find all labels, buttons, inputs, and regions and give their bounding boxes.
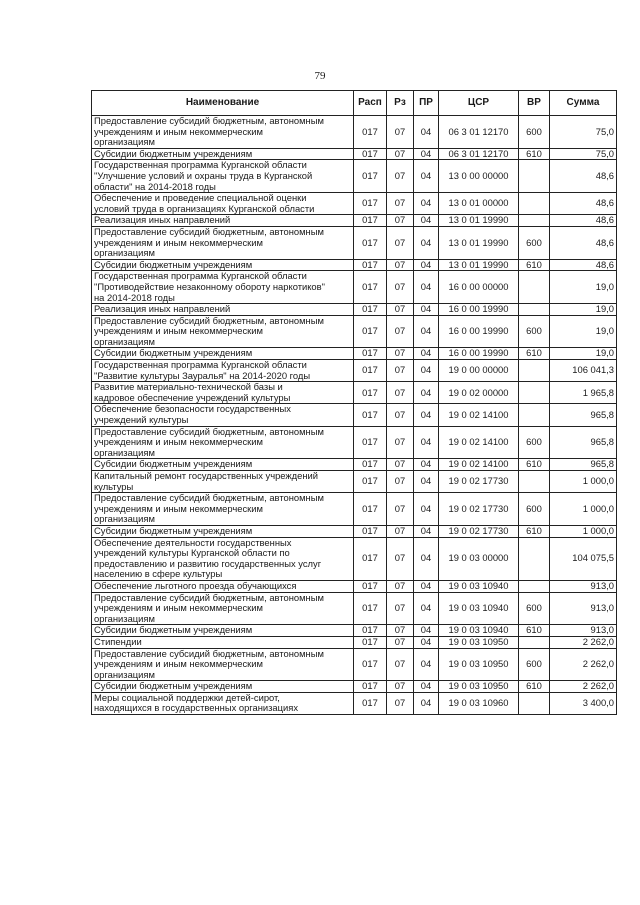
- cell-rasp: 017: [354, 592, 387, 625]
- page-number: 79: [314, 70, 326, 82]
- table-row: [92, 259, 617, 271]
- cell-vr: [519, 215, 550, 227]
- cell-pr: 04: [414, 592, 439, 625]
- cell-name: Стипендии: [92, 636, 354, 648]
- table-row: [92, 692, 617, 714]
- cell-rz: 07: [387, 315, 414, 348]
- cell-name: Государственная программа Курганской области "Улучшение условий и охраны труда в Курганской области" на 2014-2018 годы: [92, 160, 354, 193]
- header-name: Наименование: [92, 91, 354, 116]
- cell-csr: 19 0 02 00000: [439, 382, 519, 404]
- cell-name: Государственная программа Курганской области "Развитие культуры Зауралья" на 2014-2020 годы: [92, 360, 354, 382]
- cell-sum: 913,0: [550, 580, 617, 592]
- cell-rasp: 017: [354, 360, 387, 382]
- cell-rasp: 017: [354, 271, 387, 304]
- table-row: [92, 215, 617, 227]
- table-row: [92, 160, 617, 193]
- cell-pr: 04: [414, 580, 439, 592]
- cell-name: Предоставление субсидий бюджетным, автономным учреждениям и иным некоммерческим организациям: [92, 116, 354, 149]
- budget-table: [91, 90, 617, 715]
- cell-vr: 610: [519, 681, 550, 693]
- cell-csr: 19 0 02 17730: [439, 471, 519, 493]
- table-row: [92, 116, 617, 149]
- cell-rz: 07: [387, 636, 414, 648]
- table-row: [92, 592, 617, 625]
- cell-vr: 600: [519, 315, 550, 348]
- cell-vr: 610: [519, 348, 550, 360]
- cell-rz: 07: [387, 160, 414, 193]
- cell-pr: 04: [414, 648, 439, 681]
- table-row: [92, 681, 617, 693]
- cell-csr: 13 0 01 19990: [439, 215, 519, 227]
- cell-csr: 19 0 03 10950: [439, 636, 519, 648]
- table-row: [92, 525, 617, 537]
- cell-rasp: 017: [354, 193, 387, 215]
- cell-pr: 04: [414, 315, 439, 348]
- table-row: [92, 426, 617, 459]
- cell-sum: 2 262,0: [550, 681, 617, 693]
- cell-rasp: 017: [354, 636, 387, 648]
- cell-pr: 04: [414, 193, 439, 215]
- cell-sum: 965,8: [550, 459, 617, 471]
- cell-name: Реализация иных направлений: [92, 215, 354, 227]
- cell-vr: 610: [519, 148, 550, 160]
- cell-vr: 600: [519, 116, 550, 149]
- cell-name: Предоставление субсидий бюджетным, автономным учреждениям и иным некоммерческим организациям: [92, 426, 354, 459]
- cell-name: Реализация иных направлений: [92, 304, 354, 316]
- cell-pr: 04: [414, 525, 439, 537]
- cell-pr: 04: [414, 636, 439, 648]
- cell-rasp: 017: [354, 681, 387, 693]
- cell-vr: [519, 580, 550, 592]
- cell-name: Предоставление субсидий бюджетным, автономным учреждениям и иным некоммерческим организациям: [92, 648, 354, 681]
- cell-rz: 07: [387, 148, 414, 160]
- header-pr: ПР: [414, 91, 439, 116]
- cell-rz: 07: [387, 404, 414, 426]
- cell-rasp: 017: [354, 215, 387, 227]
- cell-pr: 04: [414, 304, 439, 316]
- table-row: [92, 471, 617, 493]
- cell-csr: 19 0 02 17730: [439, 525, 519, 537]
- cell-vr: 610: [519, 625, 550, 637]
- cell-vr: [519, 404, 550, 426]
- cell-sum: 1 000,0: [550, 493, 617, 526]
- cell-rasp: 017: [354, 116, 387, 149]
- cell-name: Субсидии бюджетным учреждениям: [92, 348, 354, 360]
- cell-sum: 2 262,0: [550, 648, 617, 681]
- cell-rasp: 017: [354, 259, 387, 271]
- cell-pr: 04: [414, 493, 439, 526]
- cell-vr: 600: [519, 226, 550, 259]
- cell-name: Субсидии бюджетным учреждениям: [92, 259, 354, 271]
- table-row: [92, 636, 617, 648]
- cell-rz: 07: [387, 471, 414, 493]
- cell-pr: 04: [414, 537, 439, 580]
- cell-sum: 48,6: [550, 215, 617, 227]
- table-row: [92, 226, 617, 259]
- cell-rz: 07: [387, 681, 414, 693]
- cell-csr: 16 0 00 19990: [439, 348, 519, 360]
- cell-rz: 07: [387, 525, 414, 537]
- cell-sum: 106 041,3: [550, 360, 617, 382]
- table-row: [92, 493, 617, 526]
- cell-csr: 16 0 00 00000: [439, 271, 519, 304]
- table-row: [92, 625, 617, 637]
- cell-csr: 19 0 02 17730: [439, 493, 519, 526]
- cell-sum: 1 965,8: [550, 382, 617, 404]
- cell-csr: 13 0 01 00000: [439, 193, 519, 215]
- cell-pr: 04: [414, 148, 439, 160]
- cell-pr: 04: [414, 459, 439, 471]
- cell-rasp: 017: [354, 304, 387, 316]
- cell-name: Предоставление субсидий бюджетным, автономным учреждениям и иным некоммерческим организациям: [92, 226, 354, 259]
- cell-rasp: 017: [354, 404, 387, 426]
- cell-csr: 19 0 03 10940: [439, 592, 519, 625]
- cell-vr: [519, 193, 550, 215]
- cell-rasp: 017: [354, 493, 387, 526]
- cell-sum: 965,8: [550, 426, 617, 459]
- cell-csr: 13 0 01 19990: [439, 226, 519, 259]
- cell-rz: 07: [387, 271, 414, 304]
- cell-csr: 19 0 02 14100: [439, 459, 519, 471]
- cell-rz: 07: [387, 625, 414, 637]
- table-row: [92, 148, 617, 160]
- cell-pr: 04: [414, 226, 439, 259]
- table-row: [92, 193, 617, 215]
- cell-vr: [519, 382, 550, 404]
- cell-pr: 04: [414, 116, 439, 149]
- cell-name: Обеспечение и проведение специальной оценки условий труда в организациях Курганской области: [92, 193, 354, 215]
- table-row: [92, 459, 617, 471]
- header-vr: ВР: [519, 91, 550, 116]
- cell-csr: 19 0 03 10960: [439, 692, 519, 714]
- cell-vr: 610: [519, 525, 550, 537]
- cell-rasp: 017: [354, 648, 387, 681]
- cell-pr: 04: [414, 348, 439, 360]
- cell-rz: 07: [387, 360, 414, 382]
- cell-pr: 04: [414, 625, 439, 637]
- cell-vr: 600: [519, 493, 550, 526]
- table-row: [92, 537, 617, 580]
- cell-name: Развитие материально-технической базы и кадровое обеспечение учреждений культуры: [92, 382, 354, 404]
- cell-csr: 19 0 03 10940: [439, 625, 519, 637]
- cell-vr: [519, 304, 550, 316]
- cell-csr: 06 3 01 12170: [439, 148, 519, 160]
- cell-name: Предоставление субсидий бюджетным, автономным учреждениям и иным некоммерческим организациям: [92, 592, 354, 625]
- table-header-row: [92, 91, 617, 116]
- cell-pr: 04: [414, 681, 439, 693]
- table-row: [92, 271, 617, 304]
- cell-csr: 19 0 03 10950: [439, 648, 519, 681]
- table-row: [92, 404, 617, 426]
- cell-vr: [519, 471, 550, 493]
- cell-rasp: 017: [354, 692, 387, 714]
- cell-csr: 19 0 02 14100: [439, 404, 519, 426]
- cell-sum: 19,0: [550, 315, 617, 348]
- cell-name: Обеспечение деятельности государственных учреждений культуры Курганской области по предоставлению и развитию государственных услуг населению в сфере культуры: [92, 537, 354, 580]
- cell-csr: 19 0 03 10940: [439, 580, 519, 592]
- cell-rz: 07: [387, 692, 414, 714]
- cell-pr: 04: [414, 215, 439, 227]
- cell-rasp: 017: [354, 148, 387, 160]
- cell-rasp: 017: [354, 426, 387, 459]
- cell-vr: 610: [519, 459, 550, 471]
- cell-vr: [519, 360, 550, 382]
- cell-pr: 04: [414, 271, 439, 304]
- cell-rz: 07: [387, 116, 414, 149]
- cell-pr: 04: [414, 259, 439, 271]
- cell-sum: 3 400,0: [550, 692, 617, 714]
- cell-csr: 16 0 00 19990: [439, 304, 519, 316]
- cell-sum: 48,6: [550, 193, 617, 215]
- cell-rasp: 017: [354, 226, 387, 259]
- cell-vr: 600: [519, 592, 550, 625]
- cell-pr: 04: [414, 160, 439, 193]
- cell-name: Государственная программа Курганской области "Противодействие незаконному обороту наркотиков" на 2014-2018 годы: [92, 271, 354, 304]
- table-row: [92, 360, 617, 382]
- table-row: [92, 315, 617, 348]
- cell-rasp: 017: [354, 459, 387, 471]
- cell-sum: 1 000,0: [550, 525, 617, 537]
- cell-csr: 13 0 01 19990: [439, 259, 519, 271]
- cell-vr: 600: [519, 426, 550, 459]
- cell-vr: [519, 692, 550, 714]
- cell-sum: 75,0: [550, 148, 617, 160]
- table-row: [92, 348, 617, 360]
- table-row: [92, 382, 617, 404]
- header-sum: Сумма: [550, 91, 617, 116]
- cell-rz: 07: [387, 215, 414, 227]
- cell-sum: 48,6: [550, 226, 617, 259]
- table-row: [92, 304, 617, 316]
- cell-name: Капитальный ремонт государственных учреждений культуры: [92, 471, 354, 493]
- cell-pr: 04: [414, 692, 439, 714]
- cell-name: Субсидии бюджетным учреждениям: [92, 459, 354, 471]
- cell-rz: 07: [387, 259, 414, 271]
- cell-pr: 04: [414, 360, 439, 382]
- cell-sum: 19,0: [550, 271, 617, 304]
- cell-rz: 07: [387, 193, 414, 215]
- cell-rz: 07: [387, 493, 414, 526]
- cell-vr: [519, 160, 550, 193]
- cell-rz: 07: [387, 348, 414, 360]
- cell-vr: [519, 271, 550, 304]
- cell-name: Обеспечение льготного проезда обучающихся: [92, 580, 354, 592]
- cell-name: Субсидии бюджетным учреждениям: [92, 148, 354, 160]
- cell-name: Субсидии бюджетным учреждениям: [92, 681, 354, 693]
- cell-rz: 07: [387, 648, 414, 681]
- cell-pr: 04: [414, 404, 439, 426]
- header-csr: ЦСР: [439, 91, 519, 116]
- cell-rasp: 017: [354, 315, 387, 348]
- cell-csr: 13 0 00 00000: [439, 160, 519, 193]
- cell-vr: [519, 636, 550, 648]
- cell-csr: 19 0 00 00000: [439, 360, 519, 382]
- cell-rasp: 017: [354, 471, 387, 493]
- cell-csr: 16 0 00 19990: [439, 315, 519, 348]
- table-row: [92, 580, 617, 592]
- cell-rasp: 017: [354, 525, 387, 537]
- cell-sum: 104 075,5: [550, 537, 617, 580]
- cell-sum: 19,0: [550, 348, 617, 360]
- header-rz: Рз: [387, 91, 414, 116]
- cell-csr: 19 0 03 10950: [439, 681, 519, 693]
- cell-rasp: 017: [354, 160, 387, 193]
- cell-rasp: 017: [354, 580, 387, 592]
- cell-name: Субсидии бюджетным учреждениям: [92, 625, 354, 637]
- cell-name: Обеспечение безопасности государственных учреждений культуры: [92, 404, 354, 426]
- table-row: [92, 648, 617, 681]
- cell-pr: 04: [414, 426, 439, 459]
- cell-vr: [519, 537, 550, 580]
- cell-vr: 600: [519, 648, 550, 681]
- cell-sum: 75,0: [550, 116, 617, 149]
- cell-rasp: 017: [354, 382, 387, 404]
- cell-sum: 2 262,0: [550, 636, 617, 648]
- cell-sum: 965,8: [550, 404, 617, 426]
- cell-pr: 04: [414, 382, 439, 404]
- cell-rz: 07: [387, 580, 414, 592]
- cell-rz: 07: [387, 226, 414, 259]
- table-body: [92, 116, 617, 715]
- cell-vr: 610: [519, 259, 550, 271]
- cell-sum: 48,6: [550, 259, 617, 271]
- cell-pr: 04: [414, 471, 439, 493]
- cell-rz: 07: [387, 592, 414, 625]
- cell-rasp: 017: [354, 537, 387, 580]
- cell-rz: 07: [387, 426, 414, 459]
- cell-csr: 19 0 02 14100: [439, 426, 519, 459]
- cell-sum: 1 000,0: [550, 471, 617, 493]
- cell-sum: 48,6: [550, 160, 617, 193]
- cell-name: Меры социальной поддержки детей-сирот, находящихся в государственных организациях: [92, 692, 354, 714]
- cell-name: Предоставление субсидий бюджетным, автономным учреждениям и иным некоммерческим организациям: [92, 315, 354, 348]
- cell-sum: 913,0: [550, 592, 617, 625]
- cell-csr: 06 3 01 12170: [439, 116, 519, 149]
- cell-rz: 07: [387, 537, 414, 580]
- cell-name: Предоставление субсидий бюджетным, автономным учреждениям и иным некоммерческим организациям: [92, 493, 354, 526]
- cell-sum: 19,0: [550, 304, 617, 316]
- cell-rz: 07: [387, 459, 414, 471]
- header-rasp: Расп: [354, 91, 387, 116]
- cell-rasp: 017: [354, 625, 387, 637]
- cell-csr: 19 0 03 00000: [439, 537, 519, 580]
- cell-name: Субсидии бюджетным учреждениям: [92, 525, 354, 537]
- cell-rasp: 017: [354, 348, 387, 360]
- cell-sum: 913,0: [550, 625, 617, 637]
- cell-rz: 07: [387, 304, 414, 316]
- cell-rz: 07: [387, 382, 414, 404]
